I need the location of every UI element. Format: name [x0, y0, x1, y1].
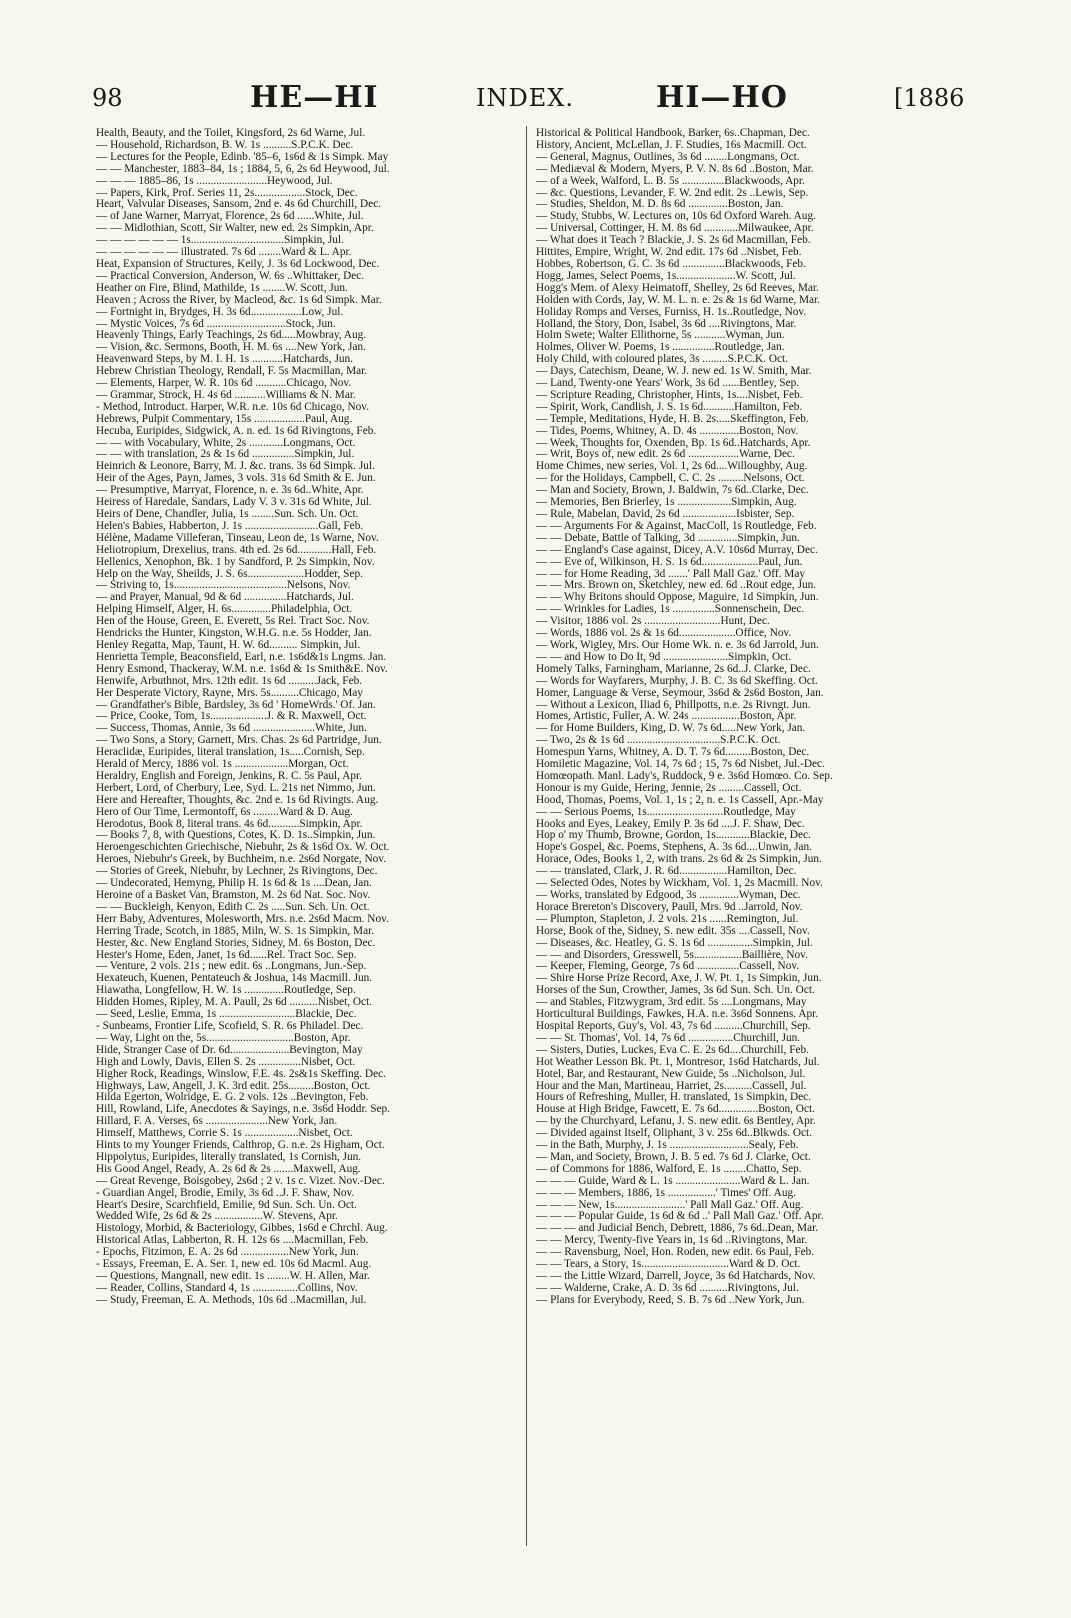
index-entry: — — Wrinkles for Ladies, 1s ...............Sonnenschein, Dec.	[536, 604, 805, 616]
index-entry: — Visitor, 1886 vol. 2s ...........................Hunt, Dec.	[536, 616, 770, 628]
index-entry: Hebrews, Pulpit Commentary, 15s ..................Paul, Aug.	[96, 413, 353, 425]
index-entry: Heiress of Haredale, Sandars, Lady V. 3 v. 31s 6d White, Jul.	[96, 497, 372, 509]
index-entry: — — Walderne, Crake, A. D. 3s 6d ..........Rivingtons, Jul.	[536, 1282, 799, 1294]
index-entry: — Stories of Greek, Niebuhr, by Lechner, 2s Rivingtons, Dec.	[96, 866, 378, 878]
index-entry: Heavenward Steps, by M. I. H. 1s ...........Hatchards, Jun.	[96, 354, 353, 366]
index-entry: — of Jane Warner, Marryat, Florence, 2s 6d ......White, Jul.	[96, 211, 364, 223]
index-entry: Holden with Cords, Jay, W. M. L. n. e. 2s & 1s 6d Warne, Mar.	[536, 294, 821, 306]
index-entry: — Universal, Cottinger, H. M. 8s 6d ............Milwaukee, Apr.	[536, 223, 814, 235]
index-entry: Henley Regatta, Map, Taunt, H. W. 6d.......... Simpkin, Jul.	[96, 639, 361, 651]
index-entry: — Books 7, 8, with Questions, Cotes, K. D. 1s..Simpkin, Jun.	[96, 830, 376, 842]
index-entry: — Studies, Sheldon, M. D. 8s 6d ..............Boston, Jan.	[536, 199, 784, 211]
index-entry: — — — 1885–86, 1s .........................Heywood, Jul.	[96, 175, 333, 187]
index-entry: Homiletic Magazine, Vol. 14, 7s 6d ; 15, 7s 6d Nisbet, Jul.-Dec.	[536, 759, 825, 771]
index-entry: High and Lowly, Davis, Ellen S. 2s ...............Nisbet, Oct.	[96, 1056, 356, 1068]
index-entry: Hilda Egerton, Wolridge, E. G. 2 vols. 12s ..Bevington, Feb.	[96, 1092, 369, 1104]
index-entry: — — — — — — 1s.................................Simpkin, Jul.	[96, 235, 344, 247]
index-entry: Hélène, Madame Villeferan, Tinseau, Leon de, 1s Warne, Nov.	[96, 532, 379, 544]
index-entry: — — Serious Poems, 1s...........................Routledge, May	[536, 806, 796, 818]
index-entry: — — England's Case against, Dicey, A.V. 10s6d Murray, Dec.	[536, 544, 818, 556]
index-entry: Heirs of Dene, Chandler, Julia, 1s ........Sun. Sch. Un. Oct.	[96, 509, 359, 520]
index-entry: Heaven ; Across the River, by Macleod, &c. 1s 6d Simpk. Mar.	[96, 294, 382, 306]
index-entry: Heir of the Ages, Payn, James, 3 vols. 31s 6d Smith & E. Jun.	[96, 473, 376, 485]
index-entry: Heart's Desire, Scarchfield, Emilie, 9d Sun. Sch. Un. Oct.	[96, 1199, 357, 1211]
index-entry: — Writ, Boys of, new edit. 2s 6d ..................Warne, Dec.	[536, 449, 795, 461]
index-entry: — Two, 2s & 1s 6d .................................S.P.C.K. Oct.	[536, 735, 781, 747]
index-entry: — Success, Thomas, Annie, 3s 6d ......................White, Jun.	[96, 723, 367, 735]
index-entry: Wedded Wife, 2s 6d & 2s .................W. Stevens, Apr.	[96, 1211, 338, 1223]
index-entry: - Guardian Angel, Brodie, Emily, 3s 6d ..J. F. Shaw, Nov.	[96, 1187, 355, 1199]
right-range-heading: HI—HO	[656, 80, 788, 115]
index-entry: — — with translation, 2s & 1s 6d ...............Simpkin, Jul.	[96, 449, 355, 461]
index-entry: Herodotus, Book 8, literal trans. 4s 6d...........Simpkin, Apr.	[96, 818, 363, 830]
index-entry: — — Eve of, Wilkinson, H. S. 1s 6d....................Paul, Jun.	[536, 556, 803, 568]
index-entry: Help on the Way, Sheilds, J. S. 6s....................Hodder, Sep.	[96, 568, 363, 580]
index-entry: — &c. Questions, Levander, F. W. 2nd edit. 2s ..Lewis, Sep.	[536, 187, 809, 199]
index-entry: Herring Trade, Scotch, in 1885, Miln, W. S. 1s Simpkin, Mar.	[96, 925, 375, 937]
index-entry: — Presumptive, Marryat, Florence, n. e. 3s 6d..White, Apr.	[96, 485, 364, 497]
index-entry: Hospital Reports, Guy's, Vol. 43, 7s 6d ..........Churchill, Sep.	[536, 1020, 811, 1032]
index-entry: — Study, Stubbs, W. Lectures on, 10s 6d Oxford Wareh. Aug.	[536, 211, 816, 223]
index-entry: — in the Bath, Murphy, J. 1s ............................Sealy, Feb.	[536, 1140, 799, 1152]
index-entry: Heliotropium, Drexelius, trans. 4th ed. 2s 6d............Hall, Feb.	[96, 544, 377, 556]
index-entry: — Striving to, 1s........................................Nelsons, Nov.	[96, 580, 351, 592]
index-entry: Hobbes, Robertson, G. C. 3s 6d ...............Blackwoods, Feb.	[536, 258, 806, 270]
index-entry: Horses of the Sun, Crowther, James, 3s 6d Sun. Sch. Un. Oct.	[536, 985, 815, 997]
index-entry: Homely Talks, Farningham, Marianne, 2s 6d..J. Clarke, Dec.	[536, 663, 811, 675]
index-entry: Hints to my Younger Friends, Calthrop, G. n.e. 2s Higham, Oct.	[96, 1140, 385, 1152]
index-entry: Here and Hereafter, Thoughts, &c. 2nd e. 1s 6d Rivingts. Aug.	[96, 794, 379, 806]
index-entry: — — Arguments For & Against, MacColl, 1s Routledge, Feb.	[536, 520, 817, 532]
index-entry: — — Manchester, 1883–84, 1s ; 1884, 5, 6, 2s 6d Heywood, Jul.	[96, 163, 390, 175]
index-entry: — Practical Conversion, Anderson, W. 6s ..Whittaker, Dec.	[96, 270, 365, 282]
index-entry: — Price, Cooke, Tom, 1s....................J. & R. Maxwell, Oct.	[96, 711, 367, 723]
index-entry: Hope's Gospel, &c. Poems, Stephens, A. 3s 6d....Unwin, Jan.	[536, 842, 812, 854]
index-entry: — Shire Horse Prize Record, Axe, J. W. Pt. 1, 1s Simpkin, Jun.	[536, 973, 822, 985]
index-entry: Holland, the Story, Don, Isabel, 3s 6d ....Rivingtons, Mar.	[536, 318, 797, 330]
index-entry: — — Debate, Battle of Talking, 3d ..............Simpkin, Jun.	[536, 532, 800, 544]
index-entry: — Seed, Leslie, Emma, 1s ...........................Blackie, Dec.	[96, 1009, 357, 1021]
index-entry: — — Ravensburg, Noel, Hon. Roden, new edit. 6s Paul, Feb.	[536, 1247, 815, 1259]
index-entry: — Temple, Meditations, Hyde, H. B. 2s.....Skeffington, Feb.	[536, 413, 809, 425]
index-entry: — Memories, Ben Brierley, 1s ...................Simpkin, Aug.	[536, 497, 797, 509]
index-entry: Homespun Yarns, Whitney, A. D. T. 7s 6d.........Boston, Dec.	[536, 747, 810, 759]
index-entry: Heather on Fire, Blind, Mathilde, 1s ........W. Scott, Jun.	[96, 282, 348, 294]
index-entry: — — and Disorders, Gresswell, 5s.................Baillière, Nov.	[536, 949, 808, 961]
index-entry: — for the Holidays, Campbell, C. C. 2s .........Nelsons, Oct.	[536, 473, 805, 485]
index-entry: — — the Little Wizard, Darrell, Joyce, 3s 6d Hatchards, Nov.	[536, 1271, 816, 1282]
index-entry: Hour and the Man, Martineau, Harriet, 2s..........Cassell, Jul.	[536, 1080, 807, 1092]
index-entry: Hidden Homes, Ripley, M. A. Paull, 2s 6d ..........Nisbet, Oct.	[96, 997, 373, 1009]
right-index-column	[536, 128, 960, 1307]
index-entry: Hero of Our Time, Lermontoff, 6s .........Ward & D. Aug.	[96, 806, 353, 818]
index-entry: — Reader, Collins, Standard 4, 1s ................Collins, Nov.	[96, 1282, 358, 1294]
index-entry: Hogg's Mem. of Alexy Heimatoff, Shelley, 2s 6d Reeves, Mar.	[536, 282, 819, 294]
index-entry: — Elements, Harper, W. R. 10s 6d ...........Chicago, Nov.	[96, 378, 352, 390]
year-label: [1886	[894, 84, 965, 112]
index-entry: — General, Magnus, Outlines, 3s 6d ........Longmans, Oct.	[536, 151, 800, 163]
index-entry: Hexateuch, Kuenen, Pentateuch & Joshua, 14s Macmill. Jun.	[96, 973, 373, 985]
index-entry: — — Mercy, Twenty-five Years in, 1s 6d ..Rivingtons, Mar.	[536, 1235, 808, 1247]
index-entry: Hippolytus, Euripides, literally translated, 1s Cornish, Jun.	[96, 1151, 362, 1163]
index-entry: Heroine of a Basket Van, Bramston, M. 2s 6d Nat. Soc. Nov.	[96, 890, 371, 901]
index-entry: Heroes, Niebuhr's Greek, by Buchheim, n.e. 2s6d Norgate, Nov.	[96, 854, 387, 866]
index-entry: — Days, Catechism, Deane, W. J. new ed. 1s W. Smith, Mar.	[536, 366, 812, 378]
index-entry: Horace Brereton's Discovery, Paull, Mrs. 9d ..Jarrold, Nov.	[536, 901, 803, 913]
index-entry: — Undecorated, Hemyng, Philip H. 1s 6d & 1s ....Dean, Jan.	[96, 878, 372, 890]
index-entry: House at High Bridge, Fawcett, E. 7s 6d..............Boston, Oct.	[536, 1104, 815, 1116]
index-entry: His Good Angel, Ready, A. 2s 6d & 2s .......Maxwell, Aug.	[96, 1163, 361, 1175]
index-entry: — Land, Twenty-one Years' Work, 3s 6d ......Bentley, Sep.	[536, 378, 800, 390]
index-entry: Hop o' my Thumb, Browne, Gordon, 1s............Blackie, Dec.	[536, 830, 811, 842]
index-entry: — Sisters, Duties, Luckes, Eva C. E. 2s 6d....Churchill, Feb.	[536, 1044, 809, 1056]
page-header	[0, 72, 1071, 122]
index-entry: Heraclidæ, Euripides, literal translation, 1s.....Cornish, Sep.	[96, 747, 365, 759]
index-entry: Hotel, Bar, and Restaurant, New Guide, 5s ..Nicholson, Jul.	[536, 1068, 806, 1080]
index-entry: - Essays, Freeman, E. A. Ser. 1, new ed. 10s 6d Macml. Aug.	[96, 1259, 372, 1271]
index-entry: — What does it Teach ? Blackie, J. S. 2s 6d Macmillan, Feb.	[536, 235, 811, 247]
index-entry: — Household, Richardson, B. W. 1s ..........S.P.C.K. Dec.	[96, 139, 354, 151]
index-entry: — Man and Society, Brown, J. Baldwin, 7s 6d..Clarke, Dec.	[536, 485, 809, 497]
index-entry: — — Midlothian, Scott, Sir Walter, new ed. 2s Simpkin, Apr.	[96, 223, 374, 235]
index-entry: — — and How to Do It, 9d .......................Simpkin, Oct.	[536, 651, 792, 663]
index-entry: — Selected Odes, Notes by Wickham, Vol. 1, 2s Macmill. Nov.	[536, 878, 823, 890]
index-entry: — — — Guide, Ward & L. 1s .......................Ward & L. Jan.	[536, 1175, 810, 1187]
index-entry: — Venture, 2 vols. 21s ; new edit. 6s ..Longmans, Jun.-Sep.	[96, 961, 367, 973]
index-entry: Heavenly Things, Early Teachings, 2s 6d.....Mowbray, Aug.	[96, 330, 367, 342]
index-entry: - Method, Introduct. Harper, W.R. n.e. 10s 6d Chicago, Nov.	[96, 401, 370, 413]
column-divider	[526, 126, 527, 1546]
index-entry: — — Tears, a Story, 1s...............................Ward & D. Oct.	[536, 1259, 801, 1271]
index-entry: Henry Esmond, Thackeray, W.M. n.e. 1s6d & 1s Smith&E. Nov.	[96, 663, 388, 675]
index-entry: — Words for Wayfarers, Murphy, J. B. C. 3s 6d Skeffing. Oct.	[536, 675, 818, 687]
index-entry: — Scripture Reading, Christopher, Hints, 1s....Nisbet, Feb.	[536, 389, 803, 401]
index-entry: — Two Sons, a Story, Garnett, Mrs. Chas. 2s 6d Partridge, Jun.	[96, 735, 382, 747]
index-entry: — — Buckleigh, Kenyon, Edith C. 2s .....Sun. Sch. Un. Oct.	[96, 901, 370, 913]
index-entry: — Without a Lexicon, Iliad 6, Phillpotts, n.e. 2s Rivngt. Jun.	[536, 699, 811, 711]
index-entry: Hester, &c. New England Stories, Sidney, M. 6s Boston, Dec.	[96, 937, 376, 949]
index-entry: — — — — — — illustrated. 7s 6d ........Ward & L. Apr.	[96, 247, 352, 259]
index-entry: — Grammar, Strock, H. 4s 6d ...........Williams & N. Mar.	[96, 389, 356, 401]
index-entry: — Fortnight in, Brydges, H. 3s 6d..................Low, Jul.	[96, 306, 344, 318]
index-entry: Hillard, F. A. Verses, 6s ......................New York, Jan.	[96, 1116, 338, 1128]
index-entry: — — — Popular Guide, 1s 6d & 6d ..' Pall Mall Gaz.' Off. Apr.	[536, 1211, 824, 1223]
index-entry: Hen of the House, Green, E. Everett, 5s Rel. Tract Soc. Nov.	[96, 616, 370, 628]
index-entry: Horse, Book of the, Sidney, S. new edit. 35s ....Cassell, Nov.	[536, 925, 810, 937]
index-entry: — Vision, &c. Sermons, Booth, H. M. 6s ....New York, Jan.	[96, 342, 366, 354]
index-entry: — — — and Judicial Bench, Debrett, 1886, 7s 6d..Dean, Mar.	[536, 1223, 819, 1235]
index-entry: — — with Vocabulary, White, 2s ............Longmans, Oct.	[96, 437, 356, 449]
index-entry: — Words, 1886 vol. 2s & 1s 6d....................Office, Nov.	[536, 628, 792, 640]
index-entry: Himself, Matthews, Corrie S. 1s ...................Nisbet, Oct.	[96, 1128, 353, 1140]
index-entry: Her Desperate Victory, Rayne, Mrs. 5s..........Chicago, May	[96, 687, 363, 699]
index-entry: — Questions, Mangnall, new edit. 1s ........W. H. Allen, Mar.	[96, 1271, 370, 1282]
index-entry: — Plans for Everybody, Reed, S. B. 7s 6d ..New York, Jun.	[536, 1294, 805, 1306]
index-entry: Higher Rock, Readings, Winslow, F.E. 4s. 2s&1s Skeffing. Dec.	[96, 1068, 386, 1080]
index-entry: History, Ancient, McLellan, J. F. Studies, 16s Macmill. Oct.	[536, 139, 807, 151]
index-entry: Histology, Morbid, & Bacteriology, Gibbes, 1s6d e Chrchl. Aug.	[96, 1223, 388, 1235]
index-entry: Hot Weather Lesson Bk. Pt. 1, Montresor, 1s6d Hatchards, Jul.	[536, 1056, 820, 1068]
left-index-column	[96, 128, 518, 1307]
index-entry: — Week, Thoughts for, Oxenden, Bp. 1s 6d..Hatchards, Apr.	[536, 437, 811, 449]
index-entry: — Spirit, Work, Candlish, J. S. 1s 6d...........Hamilton, Feb.	[536, 401, 803, 413]
index-entry: — Plumpton, Stapleton, J. 2 vols. 21s ......Remington, Jul.	[536, 913, 799, 925]
index-entry: — Lectures for the People, Edinb. '85–6, 1s6d & 1s Simpk. May	[96, 151, 389, 163]
left-range-heading: HE—HI	[250, 80, 379, 115]
index-entry: — — — Members, 1886, 1s .................' Times' Off. Aug.	[536, 1187, 796, 1199]
index-entry: Hittites, Empire, Wright, W. 2nd edit. 17s 6d ..Nisbet, Feb.	[536, 247, 802, 259]
index-entry: — — Why Britons should Oppose, Maguire, 1d Simpkin, Jun.	[536, 592, 819, 604]
index-entry: — Work, Wigley, Mrs. Our Home Wk. n. e. 3s 6d Jarrold, Jun.	[536, 639, 819, 651]
index-entry: Henwife, Arbuthnot, Mrs. 12th edit. 1s 6d ..........Jack, Feb.	[96, 675, 363, 687]
index-entry: Historical Atlas, Labberton, R. H. 12s 6s ....Macmillan, Feb.	[96, 1235, 369, 1247]
index-entry: Hill, Rowland, Life, Anecdotes & Sayings, n.e. 3s6d Hoddr. Sep.	[96, 1104, 391, 1116]
index-entry: Hebrew Christian Theology, Rendall, F. 5s Macmillan, Mar.	[96, 366, 368, 378]
index-entry: — and Prayer, Manual, 9d & 6d ...............Hatchards, Jul.	[96, 592, 354, 604]
index-entry: Hiawatha, Longfellow, H. W. 1s ..............Routledge, Sep.	[96, 985, 356, 997]
index-entry: Helping Himself, Alger, H. 6s..............Philadelphia, Oct.	[96, 604, 353, 616]
index-entry: Helen's Babies, Habberton, J. 1s ..........................Gall, Feb.	[96, 520, 364, 532]
index-entry: — by the Churchyard, Lefanu, J. S. new edit. 6s Bentley, Apr.	[536, 1116, 816, 1128]
index-entry: — Divided against Itself, Oliphant, 3 v. 25s 6d..Blkwds. Oct.	[536, 1128, 813, 1140]
index-entry: Hogg, James, Select Poems, 1s.....................W. Scott, Jul.	[536, 270, 796, 282]
index-entry: — — translated, Clark, J. R. 6d.................Hamilton, Dec.	[536, 866, 797, 878]
index-entry: — Works, translated by Edgood, 3s ..............Wyman, Dec.	[536, 890, 801, 901]
index-entry: - Sunbeams, Frontier Life, Scofield, S. R. 6s Philadel. Dec.	[96, 1020, 364, 1032]
index-entry: — and Stables, Fitzwygram, 3rd edit. 5s ....Longmans, May	[536, 997, 807, 1009]
index-entry: — for Home Builders, King, D. W. 7s 6d.....New York, Jan.	[536, 723, 806, 735]
index-entry: — Way, Light on the, 5s...............................Boston, Apr.	[96, 1032, 351, 1044]
index-entry: Herbert, Lord, of Cherbury, Lee, Syd. L. 21s net Nimmo, Jun.	[96, 782, 376, 794]
index-entry: Heart, Valvular Diseases, Sansom, 2nd e. 4s 6d Churchill, Dec.	[96, 199, 381, 211]
index-entry: Hellenics, Xenophon, Bk. 1 by Sandford, P. 2s Simpkin, Nov.	[96, 556, 375, 568]
index-entry: Holm Swete; Walter Ellithorne, 5s ...........Wyman, Jun.	[536, 330, 785, 342]
index-entry: Henrietta Temple, Beaconsfield, Earl, n.e. 1s6d&1s Lngms. Jan.	[96, 651, 387, 663]
index-entry: Holmes, Oliver W. Poems, 1s ...............Routledge, Jan.	[536, 342, 785, 354]
index-entry: Heraldry, English and Foreign, Jenkins, R. C. 5s Paul, Apr.	[96, 770, 362, 782]
index-entry: Hester's Home, Eden, Janet, 1s 6d......Rel. Tract Soc. Sep.	[96, 949, 357, 961]
index-entry: Heat, Expansion of Structures, Keily, J. 3s 6d Lockwood, Dec.	[96, 258, 380, 270]
index-entry: — Diseases, &c. Heatley, G. S. 1s 6d ................Simpkin, Jul.	[536, 937, 813, 949]
index-entry: — Mystic Voices, 7s 6d ............................Stock, Jun.	[96, 318, 336, 330]
index-entry: Hecuba, Euripides, Sidgwick, A. n. ed. 1s 6d Rivingtons, Feb.	[96, 425, 377, 437]
index-entry: — Great Revenge, Boisgobey, 2s6d ; 2 v. 1s c. Vizet. Nov.-Dec.	[96, 1175, 385, 1187]
index-entry: — Man, and Society, Brown, J. B. 5 ed. 7s 6d J. Clarke, Oct.	[536, 1151, 811, 1163]
index-entry: Horace, Odes, Books 1, 2, with trans. 2s 6d & 2s Simpkin, Jun.	[536, 854, 822, 866]
index-entry: — Papers, Kirk, Prof. Series 11, 2s..................Stock, Dec.	[96, 187, 358, 199]
index-entry: Horticultural Buildings, Fawkes, H.A. n.e. 3s6d Sonnens. Apr.	[536, 1009, 819, 1021]
page-number: 98	[92, 84, 123, 112]
index-entry: Hide, Stranger Case of Dr. 6d.....................Bevington, May	[96, 1044, 363, 1056]
index-entry: Hours of Refreshing, Muller, H. translated, 1s Simpkin, Dec.	[536, 1092, 812, 1104]
index-entry: — — — New, 1s.........................' Pall Mall Gaz.' Off. Aug.	[536, 1199, 804, 1211]
index-entry: Hood, Thomas, Poems, Vol. 1, 1s ; 2, n. e. 1s Cassell, Apr.-May	[536, 794, 824, 806]
index-entry: Herald of Mercy, 1886 vol. 1s ...................Morgan, Oct.	[96, 759, 349, 771]
index-entry: — Keeper, Fleming, George, 7s 6d ...............Cassell, Nov.	[536, 961, 800, 973]
index-entry: — — Mrs. Brown on, Sketchley, new ed. 6d ..Rout edge, Jun.	[536, 580, 817, 592]
index-entry: Holiday Romps and Verses, Furniss, H. 1s..Routledge, Nov.	[536, 306, 807, 318]
index-entry: — Study, Freeman, E. A. Methods, 10s 6d ..Macmillan, Jul.	[96, 1294, 367, 1306]
index-entry: Homœopath. Manl. Lady's, Ruddock, 9 e. 3s6d Homœo. Co. Sep.	[536, 770, 833, 782]
index-entry: Honour is my Guide, Hering, Jennie, 2s .........Cassell, Oct.	[536, 782, 802, 794]
index-entry: Health, Beauty, and the Toilet, Kingsford, 2s 6d Warne, Jul.	[96, 128, 366, 139]
index-entry: Hooks and Eyes, Leakey, Emily P. 3s 6d ....J. F. Shaw, Dec.	[536, 818, 805, 830]
index-entry: Homes, Artistic, Fuller, A. W. 24s .................Boston, Apr.	[536, 711, 797, 723]
index-entry: — Tides, Poems, Whitney, A. D. 4s ..............Boston, Nov.	[536, 425, 799, 437]
index-entry: — — St. Thomas', Vol. 14, 7s 6d ................Churchill, Jun.	[536, 1032, 801, 1044]
index-entry: Heinrich & Leonore, Barry, M. J. &c. trans. 3s 6d Simpk. Jul.	[96, 461, 375, 473]
index-title: INDEX.	[476, 84, 574, 112]
index-entry: Holy Child, with coloured plates, 3s .........S.P.C.K. Oct.	[536, 354, 788, 366]
index-entry: Historical & Political Handbook, Barker, 6s..Chapman, Dec.	[536, 128, 810, 139]
index-entry: Herr Baby, Adventures, Molesworth, Mrs. n.e. 2s6d Macm. Nov.	[96, 913, 389, 925]
index-entry: — of Commons for 1886, Walford, E. 1s ........Chatto, Sep.	[536, 1163, 802, 1175]
index-entry: - Epochs, Fitzimon, E. A. 2s 6d .................New York, Jun.	[96, 1247, 359, 1259]
index-entry: Heroengeschichten Griechische, Niebuhr, 2s & 1s6d Ox. W. Oct.	[96, 842, 390, 854]
index-entry: — Rule, Mabelan, David, 2s 6d ...................Isbister, Sep.	[536, 509, 795, 520]
index-entry: — of a Week, Walford, L. B. 5s ...............Blackwoods, Apr.	[536, 175, 805, 187]
index-entry: Hendricks the Hunter, Kingston, W.H.G. n.e. 5s Hodder, Jan.	[96, 628, 372, 640]
index-entry: — — for Home Reading, 3d .......' Pall Mall Gaz.' Off. May	[536, 568, 805, 580]
index-entry: Highways, Law, Angell, J. K. 3rd edit. 25s.........Boston, Oct.	[96, 1080, 371, 1092]
index-entry: Home Chimes, new series, Vol. 1, 2s 6d....Willoughby, Aug.	[536, 461, 808, 473]
index-entry: Homer, Language & Verse, Seymour, 3s6d & 2s6d Boston, Jan.	[536, 687, 824, 699]
index-entry: — Mediæval & Modern, Myers, P. V. N. 8s 6d ..Boston, Mar.	[536, 163, 814, 175]
index-entry: — Grandfather's Bible, Bardsley, 3s 6d ' HomeWrds.' Of. Jan.	[96, 699, 376, 711]
